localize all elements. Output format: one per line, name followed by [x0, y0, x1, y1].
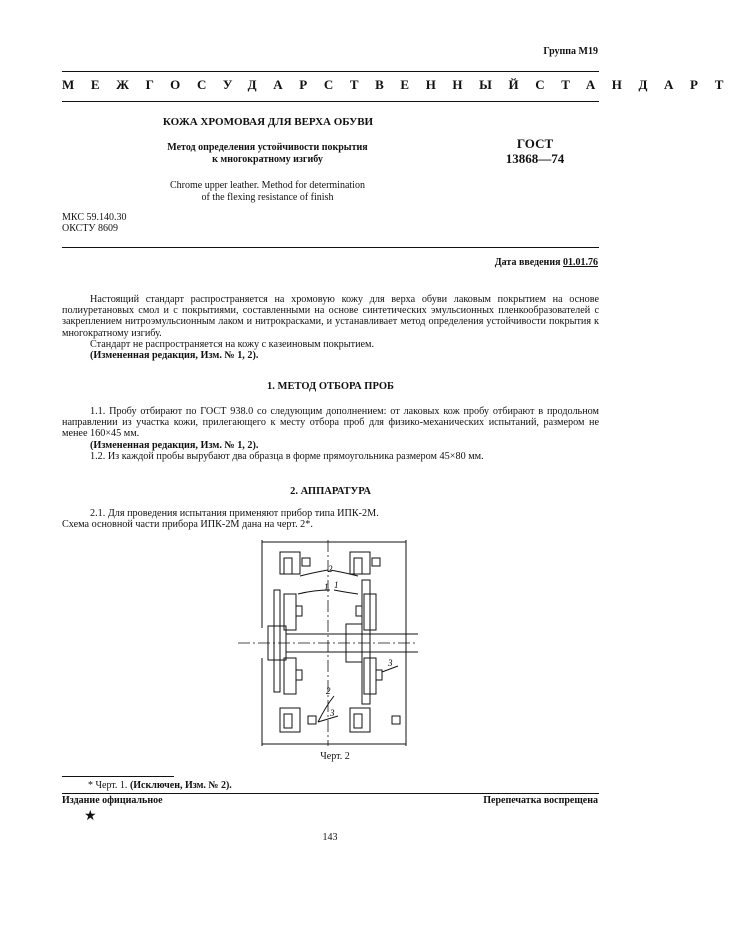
label-1-right: 1 [334, 580, 339, 590]
english-title-line-1: Chrome upper leather. Method for determination [170, 180, 365, 191]
subtitle-line-2: к многократному изгибу [212, 154, 323, 165]
apparatus-drawing [238, 540, 418, 751]
standard-word-interstate: МЕЖГОСУДАРСТВЕННЫЙ [62, 77, 536, 92]
intro-amendment: (Измененная редакция, Изм. № 1, 2). [90, 350, 259, 362]
english-title [130, 180, 405, 204]
official-edition: Издание официальное [62, 795, 163, 806]
reprint-prohibited: Перепечатка воспрещена [483, 795, 598, 806]
figure-caption: Черт. 2 [320, 751, 350, 762]
section-1-paragraph-1: 1.1. Пробу отбирают по ГОСТ 938.0 со следующим дополнением: от лаковых кож пробу отбирают в продольном направлении из участка кожи, прилегающего к месту отбора проб для физико-механических испытаний, размером не менее 160×45 мм. [62, 406, 599, 440]
intro-text [62, 294, 599, 361]
label-2-top: 2 [328, 564, 333, 574]
apparatus-schematic [238, 540, 418, 746]
classification-codes [62, 212, 126, 234]
okstu-code: ОКСТУ 8609 [62, 223, 119, 234]
label-3-right: 3 [388, 658, 393, 668]
section-2-heading: 2. АППАРАТУРА [290, 486, 371, 497]
document-subtitle [130, 142, 405, 166]
mks-code: МКС 59.140.30 [62, 212, 127, 223]
standard-word-standard: СТАНДАРТ [535, 77, 740, 92]
label-1-left: 1 [324, 582, 329, 592]
introduction-date-value: 01.01.76 [563, 257, 598, 268]
english-title-line-2: of the flexing resistance of finish [201, 192, 334, 203]
section-2-text [62, 508, 599, 530]
star-icon: ★ [84, 809, 97, 824]
footer-rule [62, 793, 599, 794]
footnote [88, 780, 232, 791]
header-rule-bottom [62, 101, 599, 102]
gost-label: ГОСТ [516, 136, 554, 151]
page-number: 143 [322, 832, 338, 843]
section-divider [62, 247, 599, 248]
introduction-date [495, 257, 598, 268]
footnote-text: * Черт. 1. [88, 780, 128, 791]
section-1-heading: 1. МЕТОД ОТБОРА ПРОБ [267, 381, 394, 392]
gost-code: 13868—74 [505, 151, 565, 166]
subtitle-line-1: Метод определения устойчивости покрытия [167, 142, 368, 153]
intro-paragraph-2: Стандарт не распространяется на кожу с казеиновым покрытием. [90, 338, 375, 350]
header-rule-top [62, 71, 599, 72]
label-2-bottom: 2 [326, 686, 331, 696]
footnote-amendment: (Исключен, Изм. № 2). [129, 780, 232, 791]
document-title: КОЖА ХРОМОВАЯ ДЛЯ ВЕРХА ОБУВИ [162, 116, 374, 128]
gost-number [480, 136, 590, 166]
label-3-bottom: 3 [330, 708, 335, 718]
section-2-paragraph-1: 2.1. Для проведения испытания применяют прибор типа ИПК-2М. [90, 508, 379, 519]
section-1-text [62, 406, 599, 462]
group-code: Группа М19 [543, 46, 598, 57]
section-1-amendment: (Измененная редакция, Изм. № 1, 2). [90, 439, 259, 451]
standard-banner [62, 77, 740, 93]
section-1-paragraph-2: 1.2. Из каждой пробы вырубают два образца в форме прямоугольника размером 45×80 мм. [90, 450, 484, 462]
introduction-date-label: Дата введения [494, 257, 561, 268]
section-2-paragraph-2: Схема основной части прибора ИПК-2М дана на черт. 2*. [62, 519, 313, 531]
intro-paragraph-1: Настоящий стандарт распространяется на хромовую кожу для верха обуви лаковым покрытием на основе полиуретановых смол и с покрытиями, составленными на основе синтетических эмульсионных пленкообразователей с закреплением нитроэмульсионным лаком и нитрокрасками, и устанавливает метод определения устойчивости покрытия к многократному изгибу. [62, 294, 599, 339]
footnote-rule [62, 776, 174, 777]
